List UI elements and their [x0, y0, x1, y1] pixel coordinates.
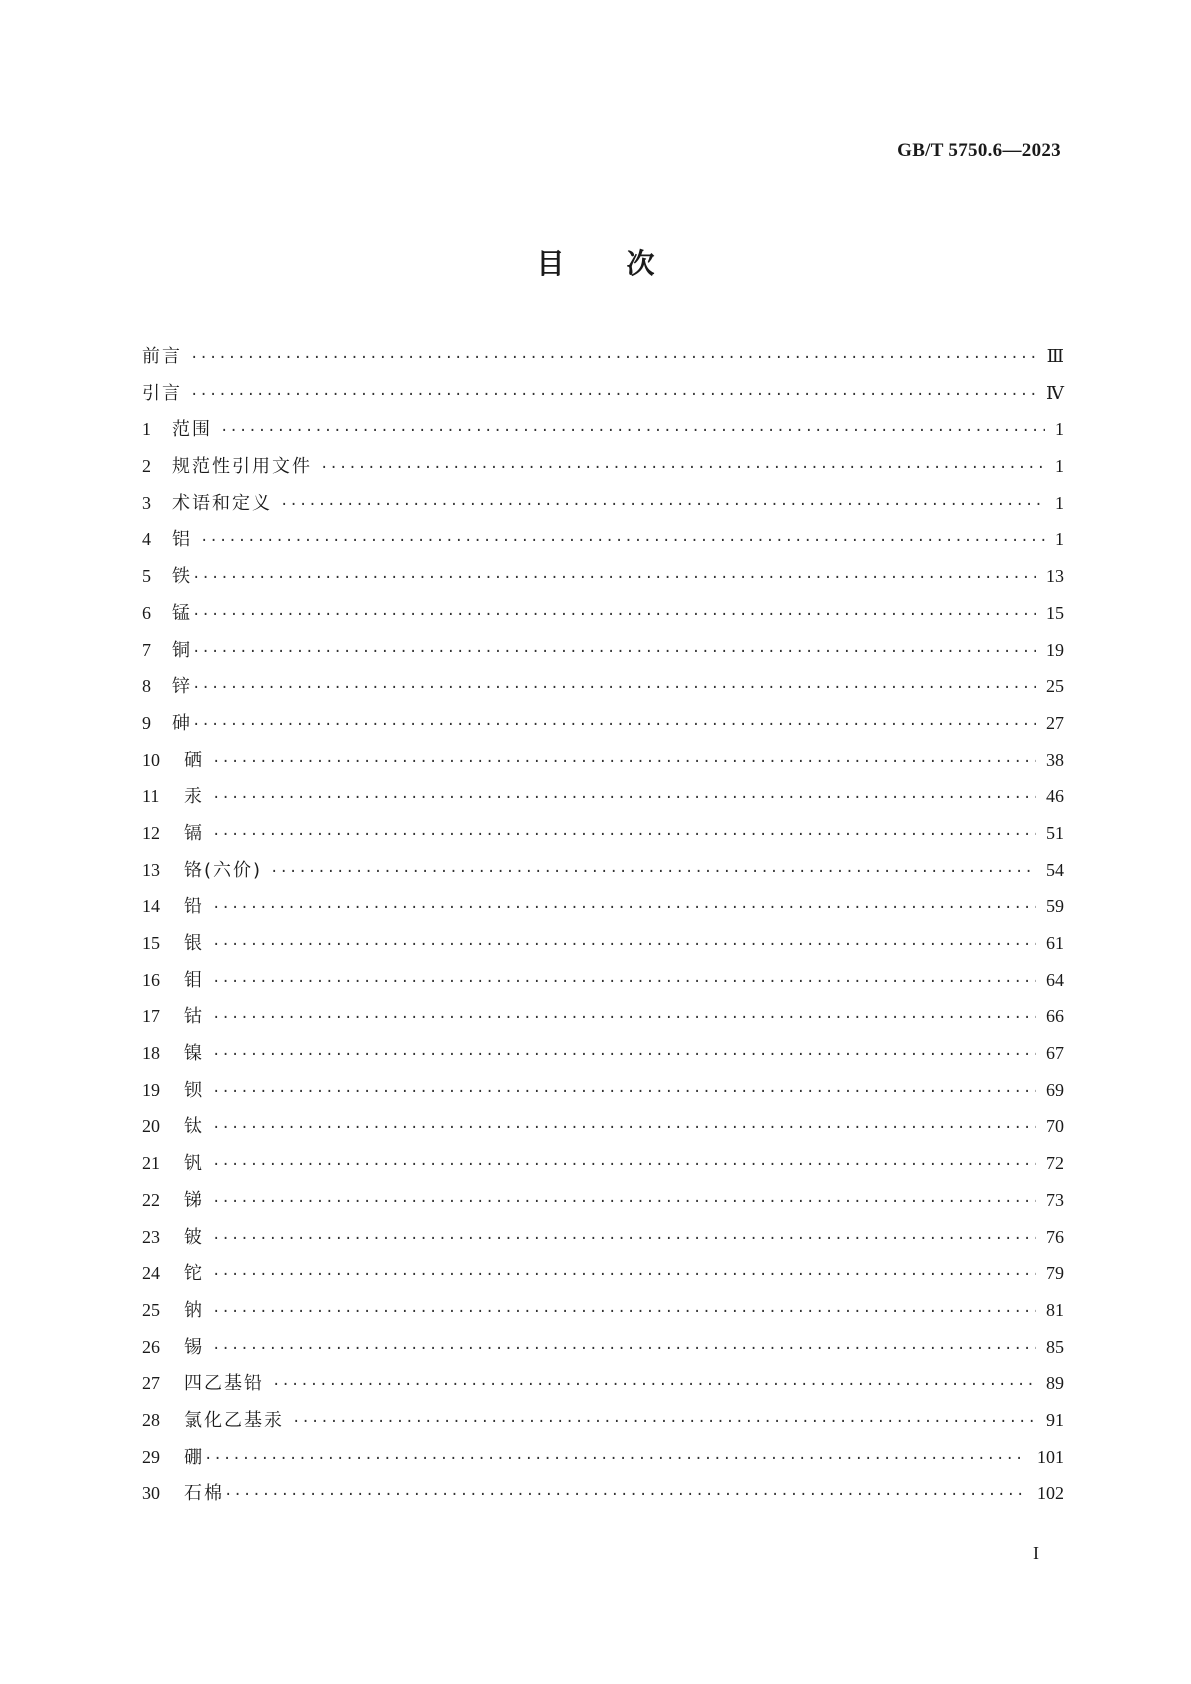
toc-label: 银: [184, 933, 204, 954]
toc-leader: [200, 523, 1045, 560]
toc-label: 锰: [172, 602, 192, 624]
toc-leader: [192, 597, 1036, 634]
toc-entry-22[interactable]: [142, 1182, 1064, 1219]
toc-number: 5: [142, 566, 151, 587]
toc-entry-8[interactable]: [142, 668, 1064, 705]
toc-label: 引言: [142, 382, 182, 404]
toc-page-number: 27: [1046, 712, 1064, 733]
toc-label: 钡: [184, 1079, 204, 1101]
toc-entry-16[interactable]: [142, 962, 1064, 999]
toc-page-number: 67: [1046, 1043, 1064, 1064]
toc-number: 17: [142, 1006, 160, 1027]
toc-label: 前言: [142, 346, 182, 367]
toc-entry-3[interactable]: [142, 485, 1064, 522]
toc-number: 6: [142, 602, 151, 623]
toc-entry-23[interactable]: [142, 1219, 1064, 1256]
toc-page-number: 81: [1046, 1299, 1064, 1320]
toc-number: 22: [142, 1189, 160, 1210]
toc-page-number: 1: [1055, 492, 1064, 513]
toc-number: 24: [142, 1263, 160, 1284]
toc-page-number: 85: [1046, 1336, 1064, 1357]
toc-label: 钛: [184, 1116, 204, 1138]
toc-page-number: Ⅲ: [1046, 346, 1064, 366]
toc-entry-26[interactable]: [142, 1329, 1064, 1366]
toc-entry-6[interactable]: [142, 595, 1064, 632]
toc-number: 11: [142, 786, 160, 807]
toc-number: 4: [142, 529, 151, 550]
toc-entry-30[interactable]: [142, 1475, 1064, 1512]
toc-page-number: 54: [1046, 859, 1064, 880]
toc-entry-25[interactable]: [142, 1292, 1064, 1329]
toc-entry-19[interactable]: [142, 1072, 1064, 1109]
toc-number: 19: [142, 1079, 160, 1100]
toc-entry-1[interactable]: [142, 411, 1064, 448]
toc-page-number: 38: [1046, 749, 1064, 770]
toc-label: 锌: [172, 676, 192, 698]
toc-number: 13: [142, 859, 160, 880]
toc-leader: [192, 634, 1036, 671]
toc-label: 铜: [172, 639, 192, 661]
toc-entry-29[interactable]: [142, 1439, 1064, 1476]
toc-number: 12: [142, 822, 160, 843]
toc-leader: [212, 927, 1036, 964]
toc-page-number: 1: [1055, 419, 1064, 440]
toc-label: 四乙基铅: [184, 1373, 264, 1395]
toc-number: 18: [142, 1043, 160, 1064]
toc-leader: [212, 780, 1036, 817]
toc-leader: [270, 854, 1036, 891]
toc-page-number: 25: [1046, 676, 1064, 697]
toc-number: 20: [142, 1116, 160, 1137]
toc-number: 14: [142, 896, 160, 917]
toc-leader: [212, 817, 1036, 854]
toc-leader: [190, 377, 1036, 414]
toc-entry-28[interactable]: [142, 1402, 1064, 1439]
toc-label: 规范性引用文件: [172, 456, 312, 478]
toc-label: 砷: [172, 712, 192, 734]
toc-label: 钼: [184, 969, 204, 991]
toc-leader: [280, 487, 1045, 524]
toc-label: 硒: [184, 749, 204, 771]
toc-page-number: 46: [1046, 786, 1064, 807]
toc-entry-13[interactable]: [142, 852, 1064, 889]
toc-number: 29: [142, 1446, 160, 1467]
toc-entry-foreword[interactable]: [142, 338, 1064, 375]
toc-leader: [212, 1037, 1036, 1074]
toc-page-number: 79: [1046, 1263, 1064, 1284]
toc-label: 铅: [184, 896, 204, 918]
toc-label: 铍: [184, 1226, 204, 1248]
toc-page-number: 70: [1046, 1116, 1064, 1137]
toc-label: 镍: [184, 1043, 204, 1065]
toc-label: 锑: [184, 1189, 204, 1211]
toc-entry-15[interactable]: [142, 925, 1064, 962]
toc-leader: [212, 1331, 1036, 1368]
document-number: GB/T 5750.6—2023: [897, 140, 1061, 161]
toc-entry-4[interactable]: [142, 521, 1064, 558]
toc-page-number: 72: [1046, 1153, 1064, 1174]
toc-label: 石棉: [184, 1483, 224, 1505]
toc-leader: [272, 1367, 1036, 1404]
toc-leader: [212, 1110, 1036, 1147]
toc-leader: [212, 1000, 1036, 1037]
toc-number: 21: [142, 1153, 160, 1174]
toc-leader: [212, 1184, 1036, 1221]
toc-number: 7: [142, 639, 151, 660]
toc-page-number: 73: [1046, 1189, 1064, 1210]
toc-label: 铁: [172, 566, 192, 588]
toc-leader: [192, 560, 1036, 597]
toc-label: 钒: [184, 1153, 204, 1175]
toc-number: 27: [142, 1373, 160, 1394]
toc-entry-2[interactable]: [142, 448, 1064, 485]
toc-number: 1: [142, 419, 151, 440]
toc-leader: [212, 964, 1036, 1001]
toc-number: 23: [142, 1226, 160, 1247]
toc-page-number: 51: [1046, 822, 1064, 843]
toc-page-number: 64: [1046, 969, 1064, 990]
toc-page-number: 59: [1046, 896, 1064, 917]
toc-entry-9[interactable]: [142, 705, 1064, 742]
toc-number: 16: [142, 969, 160, 990]
toc-leader: [192, 670, 1036, 707]
toc-entry-5[interactable]: [142, 558, 1064, 595]
toc-page-number: 69: [1046, 1079, 1064, 1100]
toc-page-number: 101: [1037, 1446, 1064, 1467]
toc-leader: [190, 340, 1037, 377]
toc-leader: [292, 1404, 1036, 1441]
toc-entry-18[interactable]: [142, 1035, 1064, 1072]
toc-leader: [212, 1294, 1036, 1331]
toc-number: 30: [142, 1483, 160, 1504]
toc-entry-12[interactable]: [142, 815, 1064, 852]
toc-leader: [212, 1257, 1036, 1294]
toc-number: 26: [142, 1336, 160, 1357]
toc-label: 铬(六价): [184, 859, 263, 881]
toc-number: 25: [142, 1299, 160, 1320]
toc-entry-17[interactable]: [142, 998, 1064, 1035]
toc-number: 28: [142, 1409, 160, 1430]
toc-entry-24[interactable]: [142, 1255, 1064, 1292]
toc-page-number: 15: [1046, 602, 1064, 623]
toc-label: 铊: [184, 1263, 204, 1285]
toc-entry-7[interactable]: [142, 632, 1064, 669]
toc-number: 8: [142, 676, 151, 697]
toc-number: 15: [142, 933, 160, 953]
toc-number: 2: [142, 456, 151, 477]
toc-leader: [192, 707, 1036, 744]
toc-page-number: 66: [1046, 1006, 1064, 1027]
toc-leader: [224, 1477, 1027, 1514]
toc-number: 9: [142, 712, 151, 733]
toc-page-number: 102: [1037, 1483, 1064, 1504]
toc-leader: [204, 1441, 1027, 1478]
toc-leader: [212, 1074, 1036, 1111]
table-of-contents: [142, 338, 1064, 1512]
toc-leader: [212, 1147, 1036, 1184]
toc-label: 镉: [184, 822, 204, 844]
toc-entry-27[interactable]: [142, 1365, 1064, 1402]
toc-label: 术语和定义: [172, 492, 272, 514]
toc-label: 范围: [172, 419, 212, 441]
toc-leader: [212, 1221, 1036, 1258]
toc-page-number: 13: [1046, 566, 1064, 587]
toc-leader: [320, 450, 1045, 487]
toc-page-number: 91: [1046, 1409, 1064, 1430]
toc-label: 钠: [184, 1299, 204, 1321]
toc-leader: [212, 744, 1036, 781]
toc-entry-10[interactable]: [142, 742, 1064, 779]
toc-page-number: 61: [1046, 933, 1064, 953]
toc-page-number: 89: [1046, 1373, 1064, 1394]
toc-page-number: 76: [1046, 1226, 1064, 1247]
toc-page-number: 1: [1055, 456, 1064, 477]
toc-label: 硼: [184, 1446, 204, 1468]
toc-entry-14[interactable]: [142, 888, 1064, 925]
toc-entry-21[interactable]: [142, 1145, 1064, 1182]
toc-number: 10: [142, 749, 160, 770]
toc-leader: [220, 413, 1045, 450]
toc-page-number: Ⅳ: [1046, 382, 1064, 403]
toc-entry-20[interactable]: [142, 1108, 1064, 1145]
toc-number: 3: [142, 492, 151, 513]
toc-page-number: 19: [1046, 639, 1064, 660]
page-number: I: [1033, 1543, 1039, 1563]
toc-label: 钴: [184, 1006, 204, 1028]
toc-label: 汞: [184, 786, 204, 808]
toc-page-number: 1: [1055, 529, 1064, 550]
toc-entry-11[interactable]: [142, 778, 1064, 815]
toc-leader: [212, 890, 1036, 927]
toc-label: 锡: [184, 1336, 204, 1358]
toc-entry-introduction[interactable]: [142, 375, 1064, 412]
page-title: 目次: [536, 247, 717, 280]
toc-label: 铝: [172, 529, 192, 551]
toc-label: 氯化乙基汞: [184, 1409, 284, 1431]
